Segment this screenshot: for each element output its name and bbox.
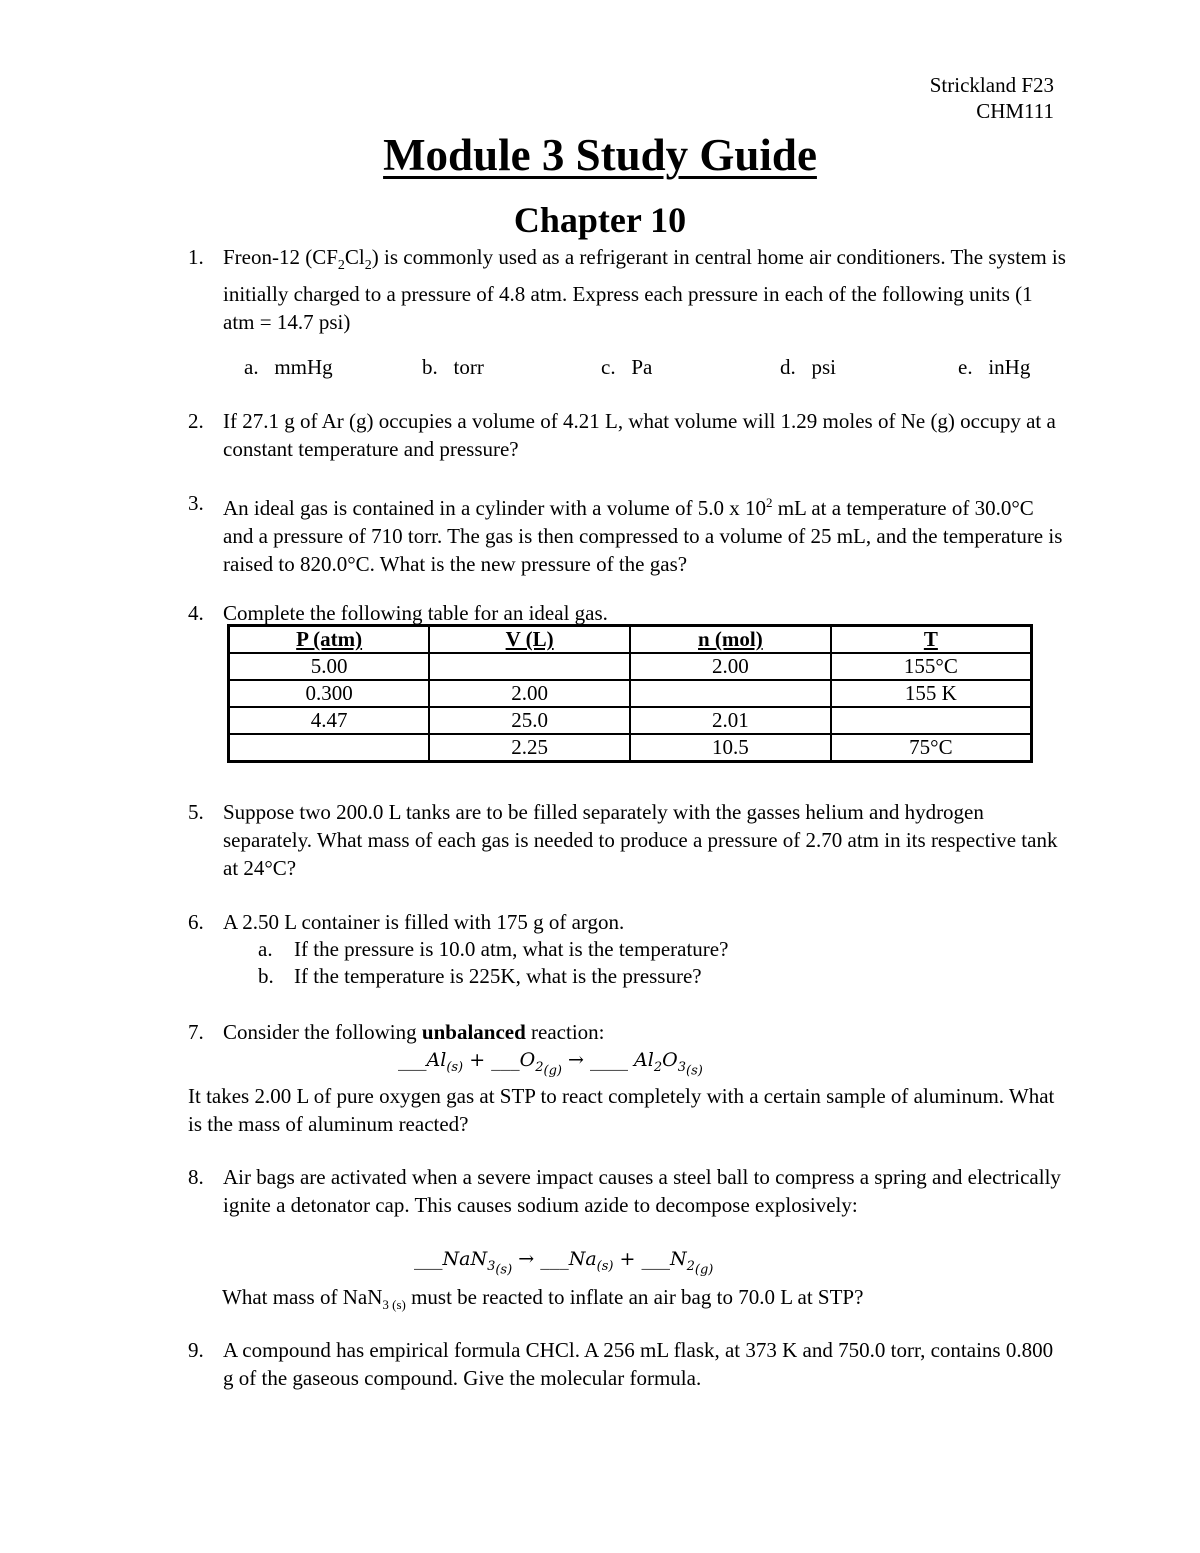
question-2 bbox=[188, 407, 1068, 463]
question-text: Air bags are activated when a severe impact causes a steel ball to compress a spring and electrically ignite a detonator cap. This causes sodium azide to decompose explosively: bbox=[223, 1165, 1061, 1217]
table-row bbox=[229, 680, 1032, 707]
equation-aluminum-oxide: $\_\_\_Al_{(s)}$ + $\_\_\_O_{2_{(g)}}$ → ____ $Al_2O_{3_{(s)}}$ bbox=[398, 1049, 703, 1079]
option-a: a. mmHg bbox=[244, 355, 333, 379]
question-number: 4. bbox=[188, 601, 204, 625]
table-row bbox=[229, 707, 1032, 734]
table-cell bbox=[229, 734, 430, 762]
ideal-gas-table bbox=[227, 624, 1033, 763]
question-number: 6. bbox=[188, 910, 204, 934]
question-4 bbox=[188, 599, 1068, 627]
question-8 bbox=[188, 1163, 1068, 1219]
question-text: Suppose two 200.0 L tanks are to be filled separately with the gasses helium and hydrogen separately. What mass of each gas is needed to produce a pressure of 2.70 atm in its respective tank at 24°C? bbox=[223, 800, 1058, 880]
table-cell: 2.01 bbox=[630, 707, 831, 734]
question-text: Consider the following unbalanced reaction: bbox=[223, 1020, 605, 1044]
table-cell: 155°C bbox=[831, 653, 1032, 680]
table-cell: 2.25 bbox=[429, 734, 630, 762]
question-1 bbox=[188, 243, 1068, 336]
header-moles: n (mol) bbox=[630, 626, 831, 654]
header-pressure: P (atm) bbox=[229, 626, 430, 654]
question-number: 8. bbox=[188, 1165, 204, 1189]
question-6 bbox=[188, 908, 1068, 990]
question-9 bbox=[188, 1336, 1068, 1392]
table-cell: 2.00 bbox=[630, 653, 831, 680]
header-temperature: T bbox=[831, 626, 1032, 654]
question-5 bbox=[188, 798, 1068, 882]
table-cell bbox=[429, 653, 630, 680]
question-text: Complete the following table for an ideal gas. bbox=[223, 601, 608, 625]
table-cell bbox=[630, 680, 831, 707]
table-cell: 0.300 bbox=[229, 680, 430, 707]
question-text: A 2.50 L container is filled with 175 g of argon. bbox=[223, 910, 625, 934]
chapter-heading: Chapter 10 bbox=[513, 200, 687, 240]
table-row bbox=[229, 734, 1032, 762]
question-text: An ideal gas is contained in a cylinder with a volume of 5.0 x $10^2$ mL at a temperature of 30.0°C and a pressure of 710 torr. The gas is then compressed to a volume of 25 mL, and the temperature is raised to 820.0°C. What is the new pressure of the gas? bbox=[223, 495, 1063, 576]
table-header-row bbox=[229, 626, 1032, 654]
question-8-followup: What mass of NaN$_{3 (s)}$ must be reacted to inflate an air bag to 70.0 L at STP? bbox=[222, 1285, 864, 1313]
sub-question-b: b. If the temperature is 225K, what is the pressure? bbox=[258, 964, 702, 988]
equation-sodium-azide: ___NaN$_{3_{(s)}}$ → $\_\_\_Na_{(s)}$ + $\_\_\_N_{2_{(g)}}$ bbox=[414, 1248, 714, 1278]
question-number: 5. bbox=[188, 800, 204, 824]
header-author: Strickland F23 bbox=[929, 73, 1054, 97]
question-number: 1. bbox=[188, 245, 204, 269]
table-cell: 2.00 bbox=[429, 680, 630, 707]
header-volume: V (L) bbox=[429, 626, 630, 654]
question-number: 9. bbox=[188, 1338, 204, 1362]
table-cell: 5.00 bbox=[229, 653, 430, 680]
option-b: b. torr bbox=[422, 355, 484, 379]
question-number: 2. bbox=[188, 409, 204, 433]
table-row bbox=[229, 653, 1032, 680]
question-7 bbox=[188, 1018, 1068, 1046]
question-text: A compound has empirical formula CHCl. A 256 mL flask, at 373 K and 750.0 torr, contains 0.800 g of the gaseous compound. Give the molecular formula. bbox=[223, 1338, 1054, 1390]
table-cell bbox=[831, 707, 1032, 734]
question-number: 7. bbox=[188, 1020, 204, 1044]
table-cell: 25.0 bbox=[429, 707, 630, 734]
question-text: If 27.1 g of Ar (g) occupies a volume of 4.21 L, what volume will 1.29 moles of Ne (g) occupy at a constant temperature and pressure? bbox=[223, 409, 1056, 461]
sub-question-a: a. If the pressure is 10.0 atm, what is the temperature? bbox=[258, 937, 729, 961]
question-number: 3. bbox=[188, 491, 204, 515]
question-7-followup: It takes 2.00 L of pure oxygen gas at STP to react completely with a certain sample of aluminum. What is the mass of aluminum reacted? bbox=[188, 1084, 1055, 1136]
question-text: Freon-12 $(CF_2Cl_2)$ is commonly used as a refrigerant in central home air conditioners. The system is initially charged to a pressure of 4.8 atm. Express each pressure in each of the following units (1 atm = 14.7 psi) bbox=[223, 245, 1066, 335]
option-d: d. psi bbox=[780, 355, 837, 379]
header-course: CHM111 bbox=[976, 99, 1054, 123]
option-c: c. Pa bbox=[601, 355, 653, 379]
table-cell: 4.47 bbox=[229, 707, 430, 734]
table-cell: 75°C bbox=[831, 734, 1032, 762]
option-e: e. inHg bbox=[958, 355, 1031, 379]
page-title: Module 3 Study Guide bbox=[383, 130, 817, 180]
table-cell: 10.5 bbox=[630, 734, 831, 762]
question-3 bbox=[188, 489, 1068, 578]
table-cell: 155 K bbox=[831, 680, 1032, 707]
